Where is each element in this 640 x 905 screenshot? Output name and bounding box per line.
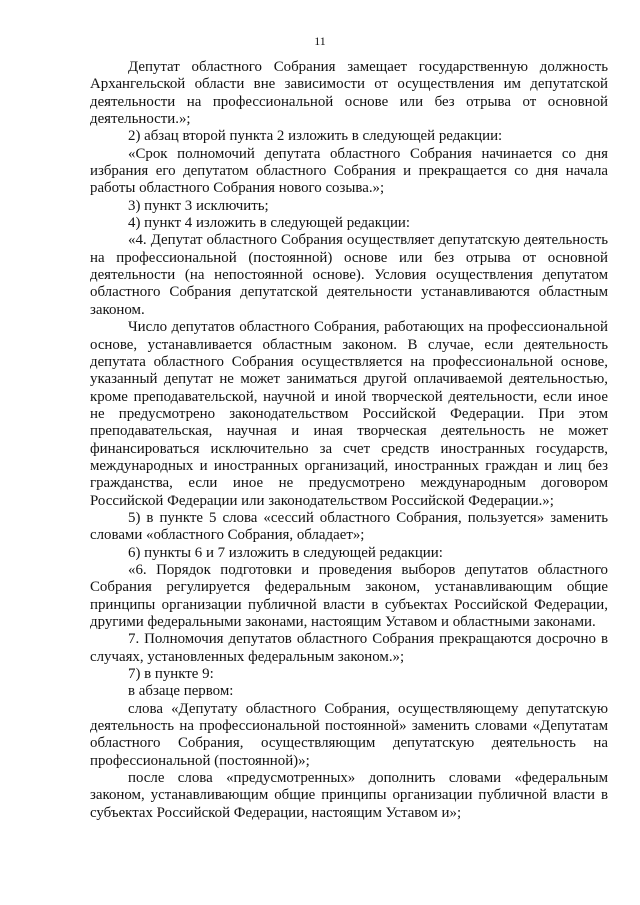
paragraph: 6) пункты 6 и 7 изложить в следующей редакции:	[128, 544, 443, 561]
paragraph: после слова «предусмотренных» дополнить словами «федеральным законом, устанавливающим общие принципы организации публичной власти в субъектах Российской Федерации, настоящим Уставом и»;	[90, 770, 608, 821]
paragraph: 2) абзац второй пункта 2 изложить в следующей редакции:	[128, 128, 503, 145]
paragraph: «4. Депутат областного Собрания осуществляет депутатскую деятельность на профессиональной (постоянной) основе или без отрыва от основной деятельности (на непостоянной основе). Условия осуществления депутатом областного Собрания депутатской деятельности устанавливаются областным законом.	[90, 232, 608, 318]
paragraph: Депутат областного Собрания замещает государственную должность Архангельской области вне зависимости от осуществления им депутатской деятельности на профессиональной основе или без отрыва от основной деятельности.»;	[90, 59, 608, 128]
paragraph: 7. Полномочия депутатов областного Собрания прекращаются досрочно в случаях, установленных федеральным законом.»;	[90, 631, 608, 665]
paragraph: 7) в пункте 9:	[128, 666, 214, 683]
paragraph: Число депутатов областного Собрания, работающих на профессиональной основе, устанавливается областным законом. В случае, если деятельность депутата областного Собрания осуществляется на профессиональной основе, указанный депутат не может заниматься другой оплачиваемой деятельностью, кроме преподавательской, научной и иной творческой деятельности, если иное не предусмотрено законодательством Российской Федерации. При этом преподавательская, научная и иная творческая деятельность не может финансироваться исключительно за счет средств иностранных государств, международных и иностранных организаций, иностранных граждан и лиц без гражданства, если иное не предусмотрено международным договором Российской Федерации или законодательством Российской Федерации.»;	[90, 319, 608, 509]
paragraph: 5) в пункте 5 слова «сессий областного Собрания, пользуется» заменить словами «областного Собрания, обладает»;	[90, 509, 608, 544]
paragraph: «Срок полномочий депутата областного Собрания начинается со дня избрания его депутатом областного Собрания и прекращается со дня начала работы областного Собрания нового созыва.»;	[90, 145, 608, 197]
document-body	[90, 59, 608, 822]
paragraph: 4) пункт 4 изложить в следующей редакции:	[128, 215, 411, 232]
paragraph: в абзаце первом:	[128, 683, 234, 700]
paragraph: 3) пункт 3 исключить;	[128, 197, 269, 214]
page-number: 11	[314, 34, 326, 48]
paragraph: слова «Депутату областного Собрания, осуществляющему депутатскую деятельность на профессиональной постоянной» заменить словами «Депутатам областного Собрания, осуществляющим депутатскую деятельность на профессиональной (постоянной)»;	[90, 700, 608, 769]
paragraph: «6. Порядок подготовки и проведения выборов депутатов областного Собрания регулируется федеральным законом, устанавливающим общие принципы организации публичной власти в субъектах Российской Федерации, другими федеральными законами, настоящим Уставом и областными законами.	[90, 561, 608, 630]
